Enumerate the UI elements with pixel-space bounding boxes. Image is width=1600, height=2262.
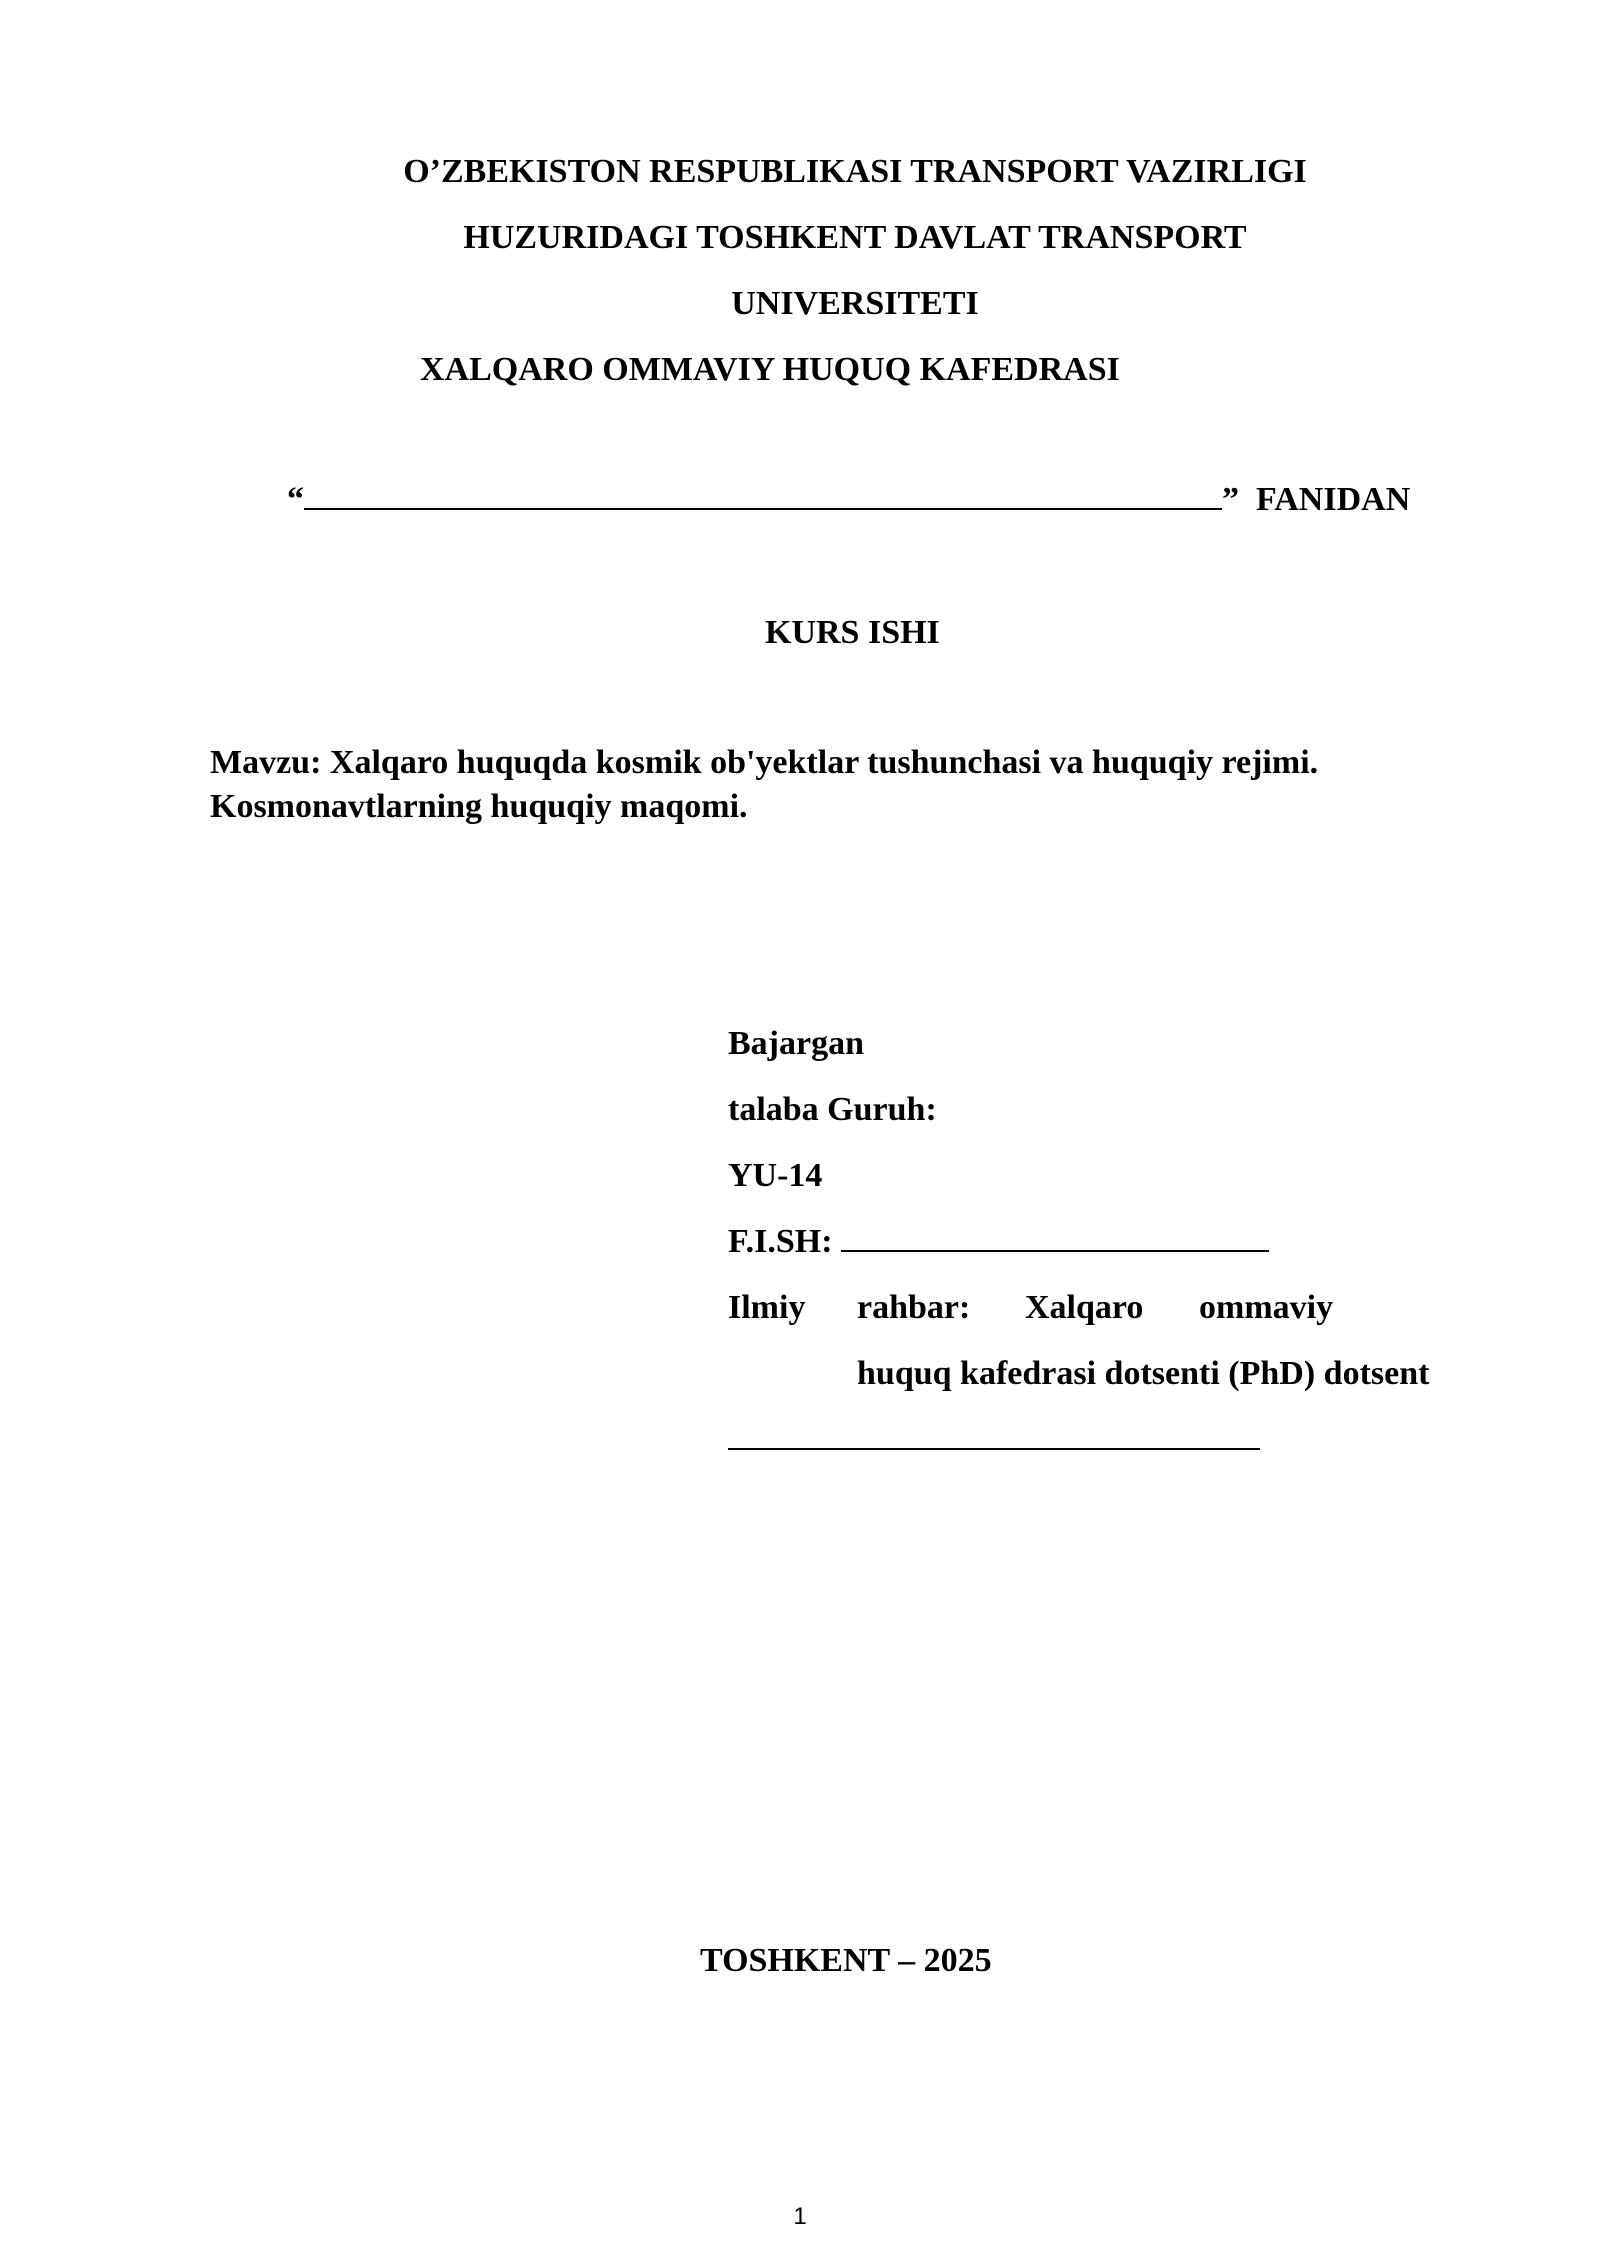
page-number: 1 [793, 2203, 807, 2230]
info-fish [728, 1222, 1269, 1262]
subject-suffix: FANIDAN [1256, 481, 1411, 518]
city-year: TOSHKENT – 2025 [700, 1942, 992, 1979]
subject-blank [304, 480, 1222, 510]
advisor-signature-blank [728, 1448, 1260, 1450]
advisor-word-xalqaro: Xalqaro [1025, 1289, 1144, 1326]
topic-line2: Kosmonavtlarning huquqiy maqomi. [210, 788, 748, 825]
fish-label: F.I.SH: [728, 1223, 833, 1260]
advisor-word-ommaviy: ommaviy [1199, 1289, 1334, 1326]
advisor-word-ilmiy: Ilmiy [728, 1289, 806, 1326]
header-university-line2: UNIVERSITETI [731, 285, 979, 322]
fish-blank [841, 1222, 1269, 1252]
doc-type-title: KURS ISHI [765, 614, 940, 651]
advisor-line2: huquq kafedrasi dotsenti (PhD) dotsent [857, 1355, 1430, 1392]
advisor-word-rahbar: rahbar: [857, 1289, 971, 1326]
header-department: XALQARO OMMAVIY HUQUQ KAFEDRASI [420, 351, 1120, 388]
topic-line1: Mavzu: Xalqaro huquqda kosmik ob'yektlar tushunchasi va huquqiy rejimi. [210, 744, 1319, 781]
subject-open-quote: “ [287, 481, 304, 518]
header-university-line1: HUZURIDAGI TOSHKENT DAVLAT TRANSPORT [463, 219, 1247, 256]
subject-close-quote: ” [1222, 481, 1239, 518]
subject-line [287, 480, 1410, 520]
info-group: YU-14 [728, 1157, 823, 1194]
info-talaba-guruh: talaba Guruh: [728, 1091, 937, 1128]
header-ministry: O’ZBEKISTON RESPUBLIKASI TRANSPORT VAZIRLIGI [403, 153, 1307, 190]
info-bajargan: Bajargan [728, 1025, 864, 1062]
